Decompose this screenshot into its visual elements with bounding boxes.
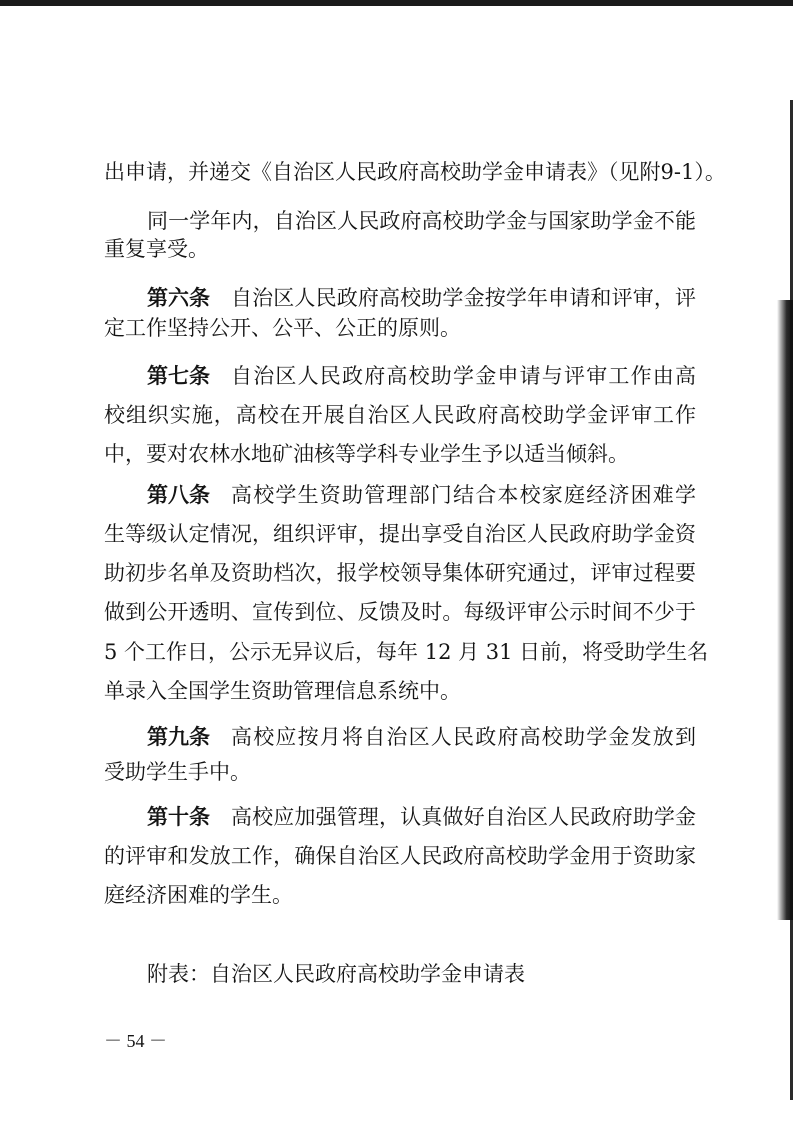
scan-right-edge-shadow xyxy=(777,300,793,920)
scan-top-border xyxy=(0,0,793,6)
text-line-p2-1: 同一学年内，自治区人民政府高校助学金与国家助学金不能 xyxy=(147,209,696,233)
article-10-heading: 第十条 xyxy=(147,804,210,829)
article-6-heading: 第六条 xyxy=(147,285,210,310)
text-line-art8-4: 做到公开透明、宣传到位、反馈及时。每级评审公示时间不少于 xyxy=(104,600,696,624)
article-9-heading: 第九条 xyxy=(147,724,210,749)
text-line-art10-3: 庭经济困难的学生。 xyxy=(104,883,293,907)
text-line-art8-5: 5 个工作日，公示无异议后，每年 12 月 31 日前，将受助学生名 xyxy=(104,640,709,664)
text-line-art7-1: 自治区人民政府高校助学金申请与评审工作由高 xyxy=(231,364,696,388)
appendix-reference: 附表：自治区人民政府高校助学金申请表 xyxy=(147,962,525,986)
text-line-p2-2: 重复享受。 xyxy=(104,237,209,261)
text-line-p1-1: 出申请，并递交《自治区人民政府高校助学金申请表》（见附9-1）。 xyxy=(104,160,726,184)
text-line-art8-2: 生等级认定情况，组织评审，提出享受自治区人民政府助学金资 xyxy=(104,522,696,546)
page-number: － 54 － xyxy=(104,1031,167,1051)
text-line-art9-1: 高校应按月将自治区人民政府高校助学金发放到 xyxy=(231,725,696,749)
text-line-art9-2: 受助学生手中。 xyxy=(104,760,251,784)
text-line-art10-2: 的评审和发放工作，确保自治区人民政府高校助学金用于资助家 xyxy=(104,844,696,868)
text-line-art6-1: 自治区人民政府高校助学金按学年申请和评审，评 xyxy=(231,286,696,310)
text-line-art6-2: 定工作坚持公开、公平、公正的原则。 xyxy=(104,316,461,340)
text-line-art8-3: 助初步名单及资助档次，报学校领导集体研究通过，评审过程要 xyxy=(104,561,696,585)
text-line-art10-1: 高校应加强管理，认真做好自治区人民政府助学金 xyxy=(231,805,696,829)
text-line-art8-6: 单录入全国学生资助管理信息系统中。 xyxy=(104,679,461,703)
text-line-art7-3: 中，要对农林水地矿油核等学科专业学生予以适当倾斜。 xyxy=(104,442,629,466)
text-line-art7-2: 校组织实施，高校在开展自治区人民政府高校助学金评审工作 xyxy=(104,403,696,427)
text-line-art8-1: 高校学生资助管理部门结合本校家庭经济困难学 xyxy=(231,483,696,507)
article-7-heading: 第七条 xyxy=(147,363,210,388)
article-8-heading: 第八条 xyxy=(147,482,210,507)
